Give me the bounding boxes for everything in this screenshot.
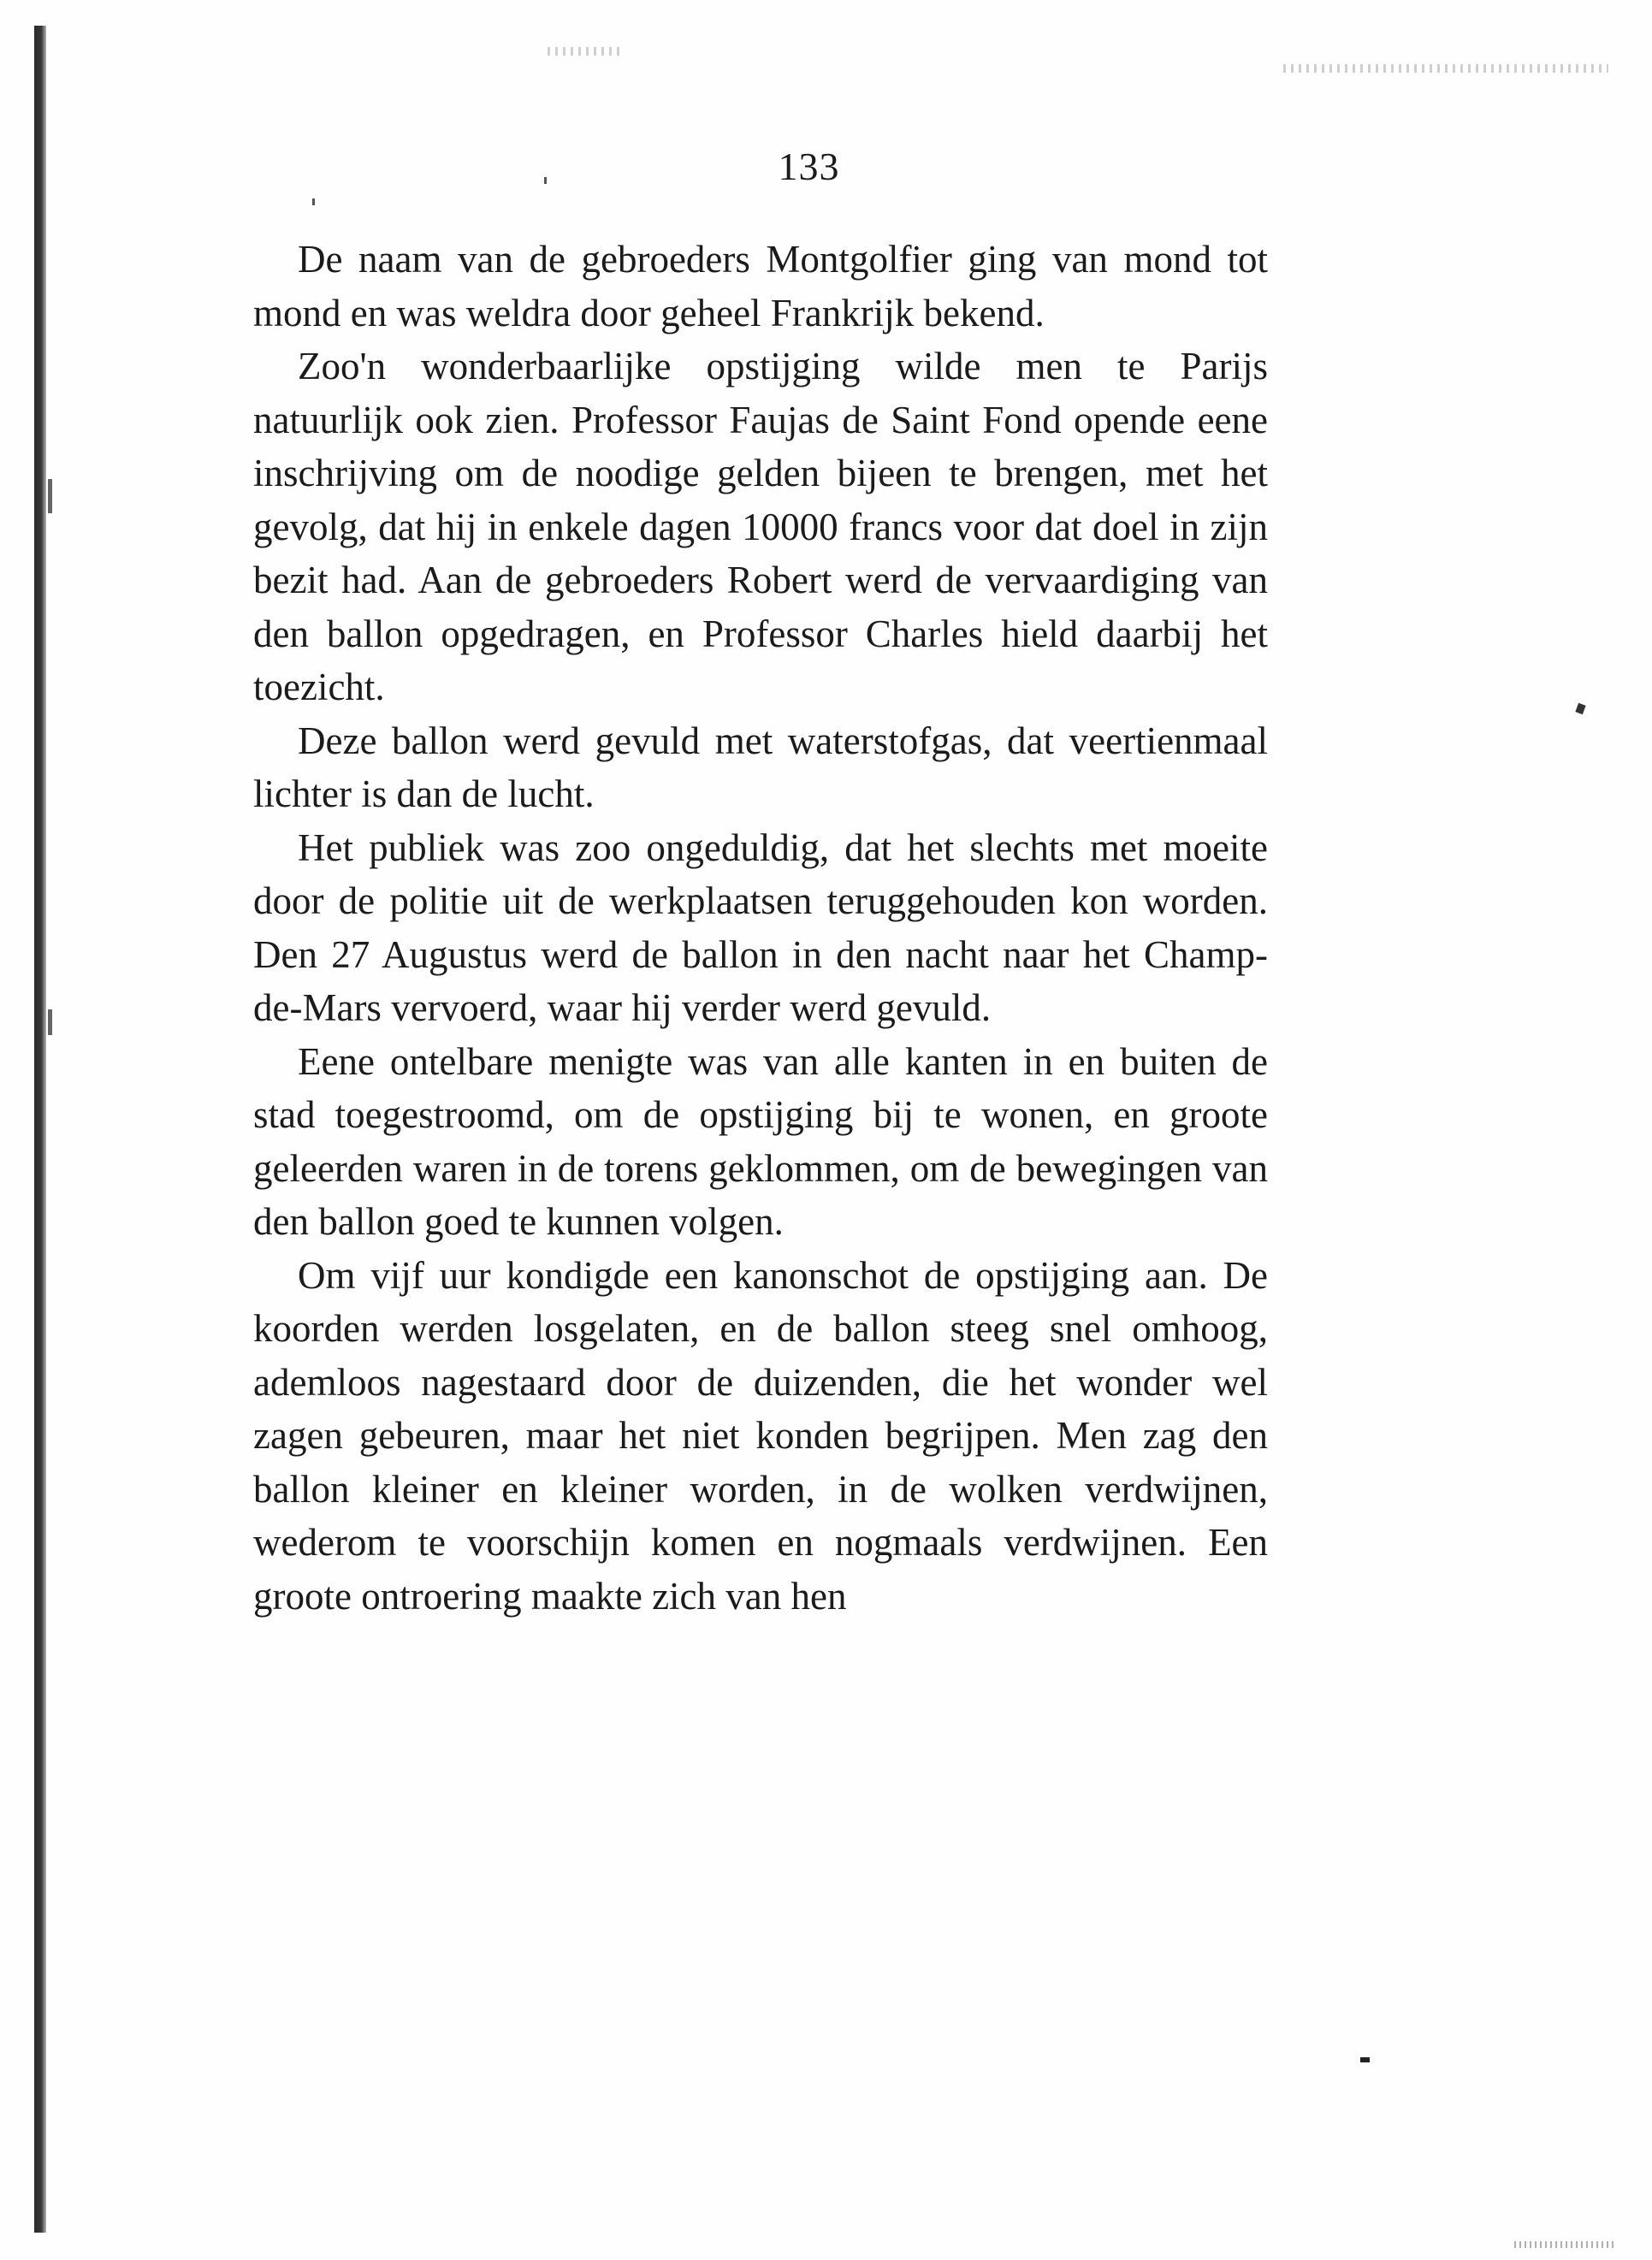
paragraph: Eene ontelbare menigte was van alle kanten in en buiten de stad toegestroomd, om de opstijging bij te wonen, en groote geleerden waren in de torens geklommen, om de bewegingen van den ballon goed te kunnen volgen. xyxy=(253,1039,1268,1243)
scan-smudge xyxy=(548,47,625,56)
paragraph: De naam van de gebroeders Montgolfier ging van mond tot mond en was weldra door geheel Frankrijk bekend. xyxy=(253,238,1268,334)
paragraph: Om vijf uur kondigde een kanonschot de opstijging aan. De koorden werden losgelaten, en de ballon steeg snel omhoog, ademloos nagestaard door de duizenden, die het wonder wel zagen gebeuren, maar het niet konden begrijpen. Men zag den ballon kleiner en kleiner worden, in de wolken verdwijnen, wederom te voorschijn komen en nogmaals verdwijnen. Een groote ontroering maakte zich van hen xyxy=(253,1253,1268,1618)
scan-smudge xyxy=(1514,2241,1617,2248)
page-binding-shadow xyxy=(34,26,46,2233)
paragraph: Zoo'n wonderbaarlijke opstijging wilde men te Parijs natuurlijk ook zien. Professor Faujas de Saint Fond opende eene inschrijving om de noodige gelden bijeen te brengen, met het gevolg, dat hij in enkele dagen 10000 francs voor dat doel in zijn bezit had. Aan de gebroeders Robert werd de vervaardiging van den ballon opgedragen, en Professor Charles hield daarbij het toezicht. xyxy=(253,345,1268,708)
scan-smudge xyxy=(1283,64,1608,73)
body-text xyxy=(253,233,1268,1623)
scan-speck xyxy=(48,1009,52,1035)
page-number: 133 xyxy=(778,145,840,188)
ink-dot xyxy=(1360,2057,1370,2062)
scan-speck xyxy=(312,198,315,205)
scan-speck xyxy=(48,479,52,513)
paragraph: Het publiek was zoo ongeduldig, dat het slechts met moeite door de politie uit de werkplaatsen teruggehouden kon worden. Den 27 Augustus werd de ballon in den nacht naar het Champ-de-Mars vervoerd, waar hij verder werd gevuld. xyxy=(253,825,1268,1029)
margin-ink-mark xyxy=(1575,703,1585,714)
paragraph: Deze ballon werd gevuld met waterstofgas, dat veertienmaal lichter is dan de lucht. xyxy=(253,719,1268,815)
